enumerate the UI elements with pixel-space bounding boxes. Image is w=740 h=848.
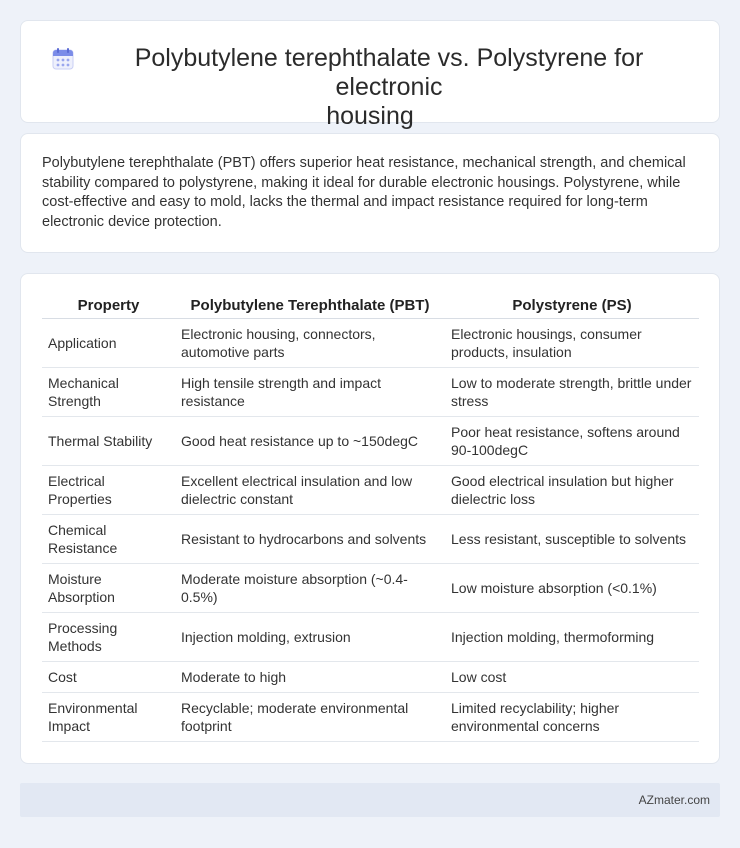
row-property: Mechanical Strength	[42, 367, 175, 416]
row-property: Thermal Stability	[42, 416, 175, 465]
footer-brand[interactable]: AZmater.com	[638, 793, 710, 807]
page-title-line-2: housing	[326, 102, 414, 130]
row-property: Chemical Resistance	[42, 514, 175, 563]
row-pbt-value: Injection molding, extrusion	[175, 612, 445, 661]
row-property: Electrical Properties	[42, 465, 175, 514]
row-property: Cost	[42, 661, 175, 692]
row-pbt-value: Excellent electrical insulation and low dielectric constant	[175, 465, 445, 514]
row-ps-value: Low cost	[445, 661, 699, 692]
table-row	[42, 465, 699, 514]
row-ps-value: Less resistant, susceptible to solvents	[445, 514, 699, 563]
table-row	[42, 612, 699, 661]
row-pbt-value: Recyclable; moderate environmental footprint	[175, 692, 445, 741]
table-row	[42, 661, 699, 692]
row-pbt-value: Moderate moisture absorption (~0.4-0.5%)	[175, 563, 445, 612]
header-property: Property	[42, 296, 175, 318]
comparison-table	[42, 296, 699, 742]
row-ps-value: Limited recyclability; higher environmental concerns	[445, 692, 699, 741]
table-row	[42, 416, 699, 465]
summary-card	[20, 133, 720, 253]
row-ps-value: Low to moderate strength, brittle under stress	[445, 367, 699, 416]
table-row	[42, 318, 699, 367]
page-title	[21, 44, 719, 131]
title-card	[20, 20, 720, 130]
footer-bar	[20, 783, 720, 817]
row-pbt-value: Moderate to high	[175, 661, 445, 692]
row-pbt-value: Electronic housing, connectors, automotive parts	[175, 318, 445, 367]
header-pbt: Polybutylene Terephthalate (PBT)	[175, 296, 445, 318]
table-row	[42, 367, 699, 416]
row-ps-value: Low moisture absorption (<0.1%)	[445, 563, 699, 612]
row-property: Moisture Absorption	[42, 563, 175, 612]
row-pbt-value: High tensile strength and impact resistance	[175, 367, 445, 416]
row-pbt-value: Resistant to hydrocarbons and solvents	[175, 514, 445, 563]
table-row	[42, 692, 699, 741]
comparison-card	[20, 273, 720, 764]
table-row	[42, 514, 699, 563]
row-property: Processing Methods	[42, 612, 175, 661]
header-ps: Polystyrene (PS)	[445, 296, 699, 318]
table-row	[42, 563, 699, 612]
row-pbt-value: Good heat resistance up to ~150degC	[175, 416, 445, 465]
table-header-row	[42, 296, 699, 318]
row-ps-value: Good electrical insulation but higher dielectric loss	[445, 465, 699, 514]
row-ps-value: Injection molding, thermoforming	[445, 612, 699, 661]
summary-text: Polybutylene terephthalate (PBT) offers superior heat resistance, mechanical strength, and chemical stability compared to polystyrene, making it ideal for durable electronic housings. Polystyrene, while cost-effective and easy to mold, lacks the thermal and impact resistance required for long-term electronic device protection.	[42, 155, 686, 230]
row-property: Application	[42, 318, 175, 367]
page-title-line-1: Polybutylene terephthalate vs. Polystyrene for electronic	[134, 44, 644, 101]
row-ps-value: Poor heat resistance, softens around 90-100degC	[445, 416, 699, 465]
row-property: Environmental Impact	[42, 692, 175, 741]
row-ps-value: Electronic housings, consumer products, insulation	[445, 318, 699, 367]
